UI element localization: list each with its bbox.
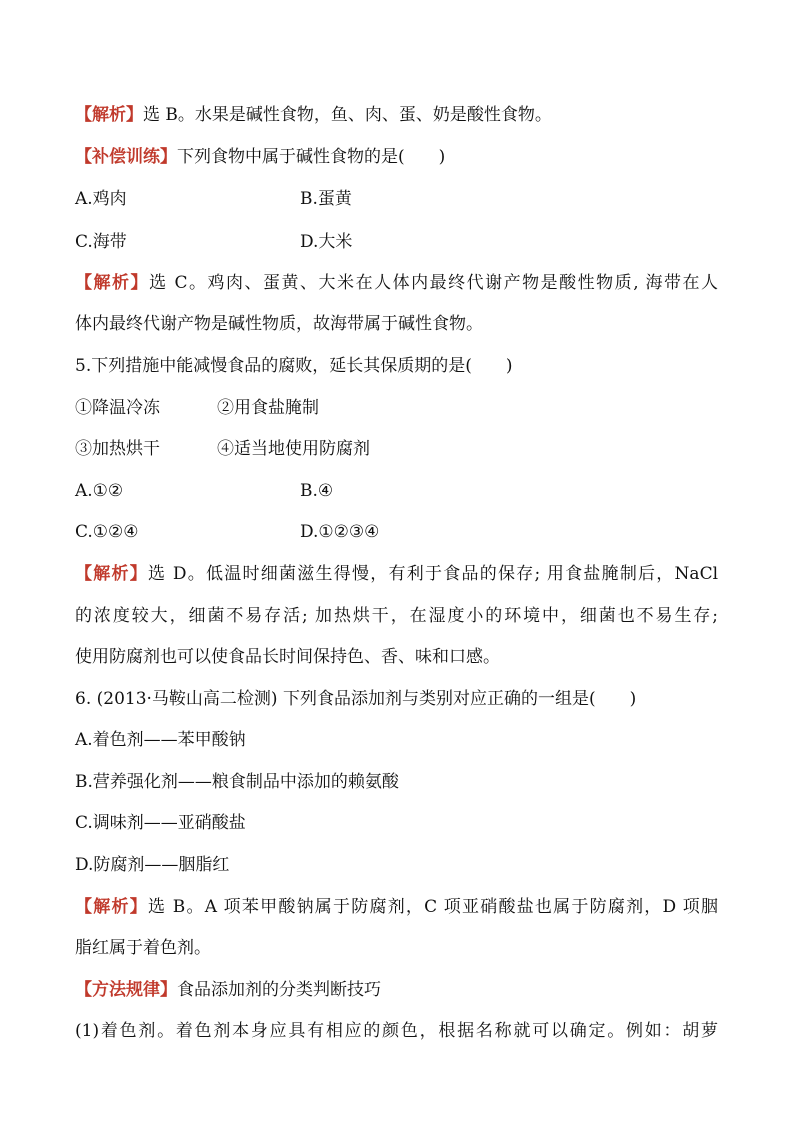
analysis-3-line1 — [75, 563, 718, 585]
question-5-stem: 5.下列措施中能减慢食品的腐败，延长其保质期的是( ) — [75, 356, 513, 376]
q6-option-b: B.营养强化剂——粮食制品中添加的赖氨酸 — [75, 772, 399, 792]
method-rule — [75, 979, 381, 1001]
method-title: 食品添加剂的分类判断技巧 — [177, 980, 381, 1000]
q6-option-a: A.着色剂——苯甲酸钠 — [75, 730, 246, 750]
analysis-text: 选 B。A 项苯甲酸钠属于防腐剂，C 项亚硝酸盐也属于防腐剂，D 项胭 — [147, 897, 719, 917]
analysis-tag: 【解析】 — [75, 273, 150, 293]
q5-measures-row1 — [75, 397, 319, 419]
question-6-stem: 6. (2013·马鞍山高二检测) 下列食品添加剂与类别对应正确的一组是( ) — [75, 689, 637, 709]
q6-option-c: C.调味剂——亚硝酸盐 — [75, 813, 246, 833]
analysis-3-line3: 使用防腐剂也可以使食品长时间保持色、香、味和口感。 — [75, 647, 500, 667]
measure-1: ①降温冷冻 — [75, 398, 160, 418]
option-a: A.鸡肉 — [75, 189, 127, 209]
q6-option-d: D.防腐剂——胭脂红 — [75, 855, 230, 875]
q5-options-row-ab — [75, 480, 334, 502]
options-row-cd — [75, 231, 353, 253]
q5-options-row-cd — [75, 521, 380, 543]
analysis-tag: 【解析】 — [75, 105, 143, 125]
method-point-1: (1)着色剂。着色剂本身应具有相应的颜色，根据名称就可以确定。例如：胡萝 — [75, 1021, 718, 1041]
option-b: B.蛋黄 — [300, 189, 352, 209]
options-row-ab — [75, 188, 352, 210]
option-a: A.①② — [75, 481, 124, 501]
analysis-3-line2: 的浓度较大，细菌不易存活; 加热烘干，在湿度小的环境中，细菌也不易生存; — [75, 606, 718, 626]
analysis-text: 选 B。水果是碱性食物，鱼、肉、蛋、奶是酸性食物。 — [143, 105, 552, 125]
option-d: D.大米 — [300, 232, 353, 252]
analysis-4-line1 — [75, 896, 718, 918]
analysis-tag: 【解析】 — [75, 564, 148, 584]
option-b: B.④ — [300, 481, 334, 501]
option-d: D.①②③④ — [300, 522, 380, 542]
analysis-tag: 【解析】 — [75, 897, 148, 917]
analysis-4-line2: 脂红属于着色剂。 — [75, 938, 211, 958]
analysis-2-line2: 体内最终代谢产物是碱性物质，故海带属于碱性食物。 — [75, 314, 483, 334]
q5-measures-row2 — [75, 438, 370, 460]
analysis-1 — [75, 104, 552, 126]
option-c: C.①②④ — [75, 522, 139, 542]
compensation-question: 下列食物中属于碱性食物的是( ) — [177, 147, 446, 167]
measure-4: ④适当地使用防腐剂 — [217, 439, 370, 459]
measure-3: ③加热烘干 — [75, 439, 160, 459]
measure-2: ②用食盐腌制 — [217, 398, 319, 418]
analysis-2-line1 — [75, 272, 718, 294]
compensation-tag: 【补偿训练】 — [75, 147, 177, 167]
analysis-text: 选 D。低温时细菌滋生得慢，有利于食品的保存; 用食盐腌制后，NaCl — [148, 564, 719, 584]
option-c: C.海带 — [75, 232, 127, 252]
analysis-text: 选 C。鸡肉、蛋黄、大米在人体内最终代谢产物是酸性物质, 海带在人 — [149, 273, 719, 293]
compensation-training — [75, 146, 445, 168]
method-tag: 【方法规律】 — [75, 980, 177, 1000]
